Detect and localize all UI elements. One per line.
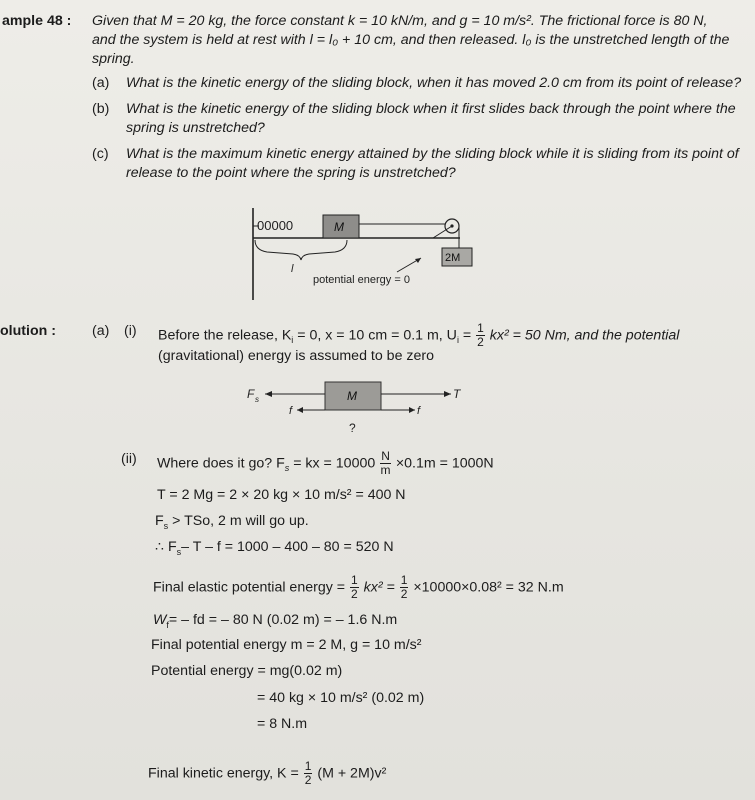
step-ii-line-10: = 8 N.m — [257, 716, 308, 732]
step-ii-line-1: Where does it go? $F_s$ = kx = 10000 $\frac{N}{m}$ ×0.1m = 1000N — [157, 449, 494, 477]
step-ii-line-8: Potential energy = mg(0.02 m) — [151, 663, 343, 679]
step-ii-line-4: ∴ $F_s-$ T – f = 1000 – 400 – 80 = 520 N — [155, 539, 394, 557]
step-ii-tag: (ii) — [121, 451, 137, 467]
fbd-friction-left: f — [289, 405, 293, 417]
step-i-line-1: Before the release, $K_i = 0$, x = 10 cm = 0.1 m, $U_i$ = $\frac{1}{2}$ kx² = 50 Nm, and the potential — [158, 321, 680, 349]
part-b-line-1: What is the kinetic energy of the sliding block when it first slides back through the point where the — [126, 101, 736, 117]
step-ii-line-2: T = 2 Mg = 2 × 20 kg × 10 m/s² = 400 N — [157, 487, 406, 503]
length-label: l — [291, 263, 294, 275]
part-c-line-2: release to the point where the spring is unstretched? — [126, 165, 456, 181]
part-c-line-1: What is the maximum kinetic energy attained by the sliding block while it is sliding from its point of — [126, 146, 739, 162]
given-line-1: Given that M = 20 kg, the force constant k = 10 kN/m, and g = 10 m/s². The frictional force is 80 N, — [92, 13, 708, 29]
example-label: ample 48 : — [2, 13, 72, 29]
step-i-line-2: (gravitational) energy is assumed to be zero — [158, 348, 435, 364]
part-c-tag: (c) — [92, 146, 109, 162]
spring-icon — [253, 218, 293, 233]
fbd-question: ? — [349, 421, 356, 435]
svg-text:s: s — [255, 395, 259, 404]
fbd-t-label: T — [453, 387, 461, 401]
hanging-mass-label: 2M — [445, 252, 461, 264]
fbd-friction-right: f — [417, 405, 421, 417]
free-body-diagram — [245, 380, 475, 440]
part-b-line-2: spring is unstretched? — [126, 120, 265, 136]
part-b-tag: (b) — [92, 101, 110, 117]
spring-block-pulley-figure — [245, 200, 485, 305]
part-a-tag: (a) — [92, 75, 110, 91]
part-a-line-1: What is the kinetic energy of the sliding block, when it has moved 2.0 cm from its point of release? — [126, 75, 742, 91]
fbd-block-label: M — [347, 389, 357, 403]
solution-part-a: (a) — [92, 323, 110, 339]
pe-zero-label: potential energy = 0 — [313, 274, 410, 286]
step-ii-line-5: Final elastic potential energy = $\frac{1}{2}$ kx² = $\frac{1}{2}$ ×10000×0.08² = 32 N.m — [153, 573, 564, 601]
given-line-2: and the system is held at rest with l = l₀ + 10 cm, and then released. l₀ is the unstretched length of the — [92, 32, 730, 48]
step-ii-line-6: $W_f=$ – fd = – 80 N (0.02 m) = – 1.6 N.m — [153, 612, 398, 630]
block-m-label: M — [334, 220, 344, 234]
fbd-fs-label: F — [247, 387, 255, 401]
step-ii-line-9: = 40 kg × 10 m/s² (0.02 m) — [257, 690, 425, 706]
spring-coils: 00000 — [257, 218, 294, 233]
step-ii-line-7: Final potential energy m = 2 M, g = 10 m/s² — [151, 637, 422, 653]
step-i-tag: (i) — [124, 323, 137, 339]
step-ii-line-3: $F_s$ > TSo, 2 m will go up. — [155, 513, 309, 531]
given-line-3: spring. — [92, 51, 135, 67]
solution-label: olution : — [0, 323, 56, 339]
step-ii-line-11: Final kinetic energy, K = $\frac{1}{2}$ (M + 2M)v² — [148, 759, 387, 787]
